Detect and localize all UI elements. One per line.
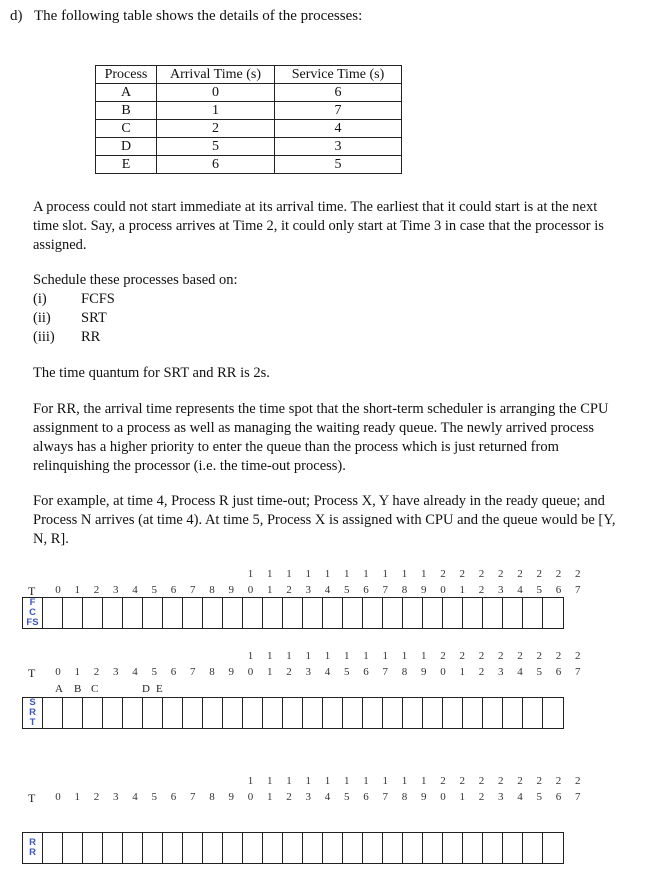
tick-ones: 3 [113,666,119,678]
tick-ones: 9 [421,791,427,803]
timeline-cell[interactable] [243,598,263,628]
tick-tens: 1 [382,568,388,580]
timeline-cell[interactable] [123,598,143,628]
tick-tens: 2 [440,775,446,787]
tick-ones: 2 [286,584,292,596]
timeline-cell[interactable] [163,698,183,728]
tick-tens: 1 [382,650,388,662]
tick-tens: 2 [575,568,581,580]
tick-ones: 9 [421,584,427,596]
tick-ones: 7 [382,666,388,678]
timeline-cell[interactable] [263,598,283,628]
timeline-cell[interactable] [103,698,123,728]
tick-ones: 0 [440,666,446,678]
tick-ones: 2 [93,666,100,678]
timeline-cell[interactable] [323,598,343,628]
tick-tens: 1 [267,650,273,662]
timeline-cell[interactable] [523,598,543,628]
tick-ones: 0 [247,666,254,678]
cell-service: 7 [275,102,402,120]
tick-tens: 1 [305,775,311,787]
timeline-cell[interactable] [463,698,483,728]
timeline-cell[interactable] [423,833,443,863]
tick-ones: 9 [421,666,427,678]
tick-ones: 2 [478,666,485,678]
tick-tens: 2 [498,650,504,662]
schedule-list [33,290,115,347]
tick-ones: 8 [209,791,215,803]
timeline-cell[interactable] [443,598,463,628]
tick-ones: 3 [498,791,504,803]
tick-ones: 4 [517,584,523,596]
tick-ones: 4 [517,666,523,678]
tick-ones: 0 [440,584,446,596]
tick-ones: 2 [286,791,292,803]
tick-ones: 3 [113,791,119,803]
tick-ones: 0 [247,791,254,803]
tick-ones: 5 [151,584,157,596]
tick-tens: 1 [344,568,350,580]
timeline-cell[interactable] [163,833,183,863]
tick-tens: 2 [459,568,465,580]
list-number: (i) [33,291,47,307]
timeline-cell[interactable] [123,698,143,728]
timeline-label: T [28,584,36,598]
timeline-cell[interactable] [263,833,283,863]
tick-tens: 1 [305,650,311,662]
table-row [96,84,402,102]
timeline-cell[interactable] [323,833,343,863]
tick-ones: 4 [132,584,138,596]
timeline-cell[interactable] [203,598,223,628]
timeline-cell[interactable] [283,833,303,863]
srt-timeline [28,650,581,682]
timeline-cell[interactable] [143,598,163,628]
timeline-cell[interactable] [463,833,483,863]
timeline-cell[interactable] [103,833,123,863]
tick-tens: 1 [267,775,273,787]
list-number: (iii) [33,329,55,345]
tick-ones: 7 [575,791,581,803]
list-label: SRT [81,310,107,326]
tick-tens: 1 [401,568,408,580]
timeline-cell[interactable] [463,598,483,628]
tick-ones: 6 [363,791,369,803]
timeline-cell[interactable] [283,598,303,628]
timeline-cell[interactable] [343,833,363,863]
tick-tens: 2 [440,650,446,662]
schedule-heading: Schedule these processes based on: [33,272,238,288]
tick-tens: 2 [575,650,581,662]
list-item [33,309,115,328]
tick-tens: 2 [536,775,542,787]
cell-arrival: 5 [157,138,275,156]
fcfs-timeline [28,568,581,600]
tick-ones: 5 [536,791,542,803]
tick-ones: 8 [209,584,215,596]
tick-ones: 6 [363,666,369,678]
tick-tens: 1 [324,650,331,662]
question-number: d) [10,8,23,24]
tick-tens: 1 [363,775,369,787]
question-text: The following table shows the details of the processes: [34,8,363,24]
srt-annotation-d: D [142,683,150,695]
timeline-cell[interactable] [363,833,383,863]
tick-ones: 6 [555,584,562,596]
tick-ones: 6 [555,791,562,803]
timeline-cell[interactable] [163,598,183,628]
tick-ones: 8 [401,791,408,803]
timeline-cell[interactable] [523,833,543,863]
timeline-cell[interactable] [63,833,83,863]
timeline-cell[interactable] [43,598,63,628]
timeline-cell[interactable] [343,698,363,728]
timeline-cell[interactable] [283,698,303,728]
cell-arrival: 1 [157,102,275,120]
tick-tens: 2 [478,568,485,580]
tick-ones: 0 [247,584,254,596]
tick-ones: 7 [575,584,581,596]
timeline-cell[interactable] [143,833,163,863]
tick-tens: 2 [498,775,504,787]
timeline-cell[interactable] [483,833,503,863]
timeline-cell[interactable] [423,698,443,728]
tick-ones: 4 [324,584,331,596]
rr-grid-label: R R [23,833,43,863]
timeline-cell[interactable] [223,698,243,728]
tick-ones: 5 [344,791,350,803]
timeline-cell[interactable] [543,598,563,628]
timeline-cell[interactable] [363,598,383,628]
tick-tens: 1 [247,775,254,787]
tick-ones: 7 [382,791,388,803]
tick-ones: 3 [305,584,311,596]
process-table [95,65,402,174]
list-number: (ii) [33,310,51,326]
timeline-cell[interactable] [83,598,103,628]
timeline-cell[interactable] [443,698,463,728]
timeline-cell[interactable] [503,698,523,728]
timeline-cell[interactable] [243,698,263,728]
tick-tens: 2 [555,650,562,662]
timeline-cell[interactable] [303,598,323,628]
timeline-cell[interactable] [83,698,103,728]
tick-ones: 6 [363,584,369,596]
timeline-cell[interactable] [323,698,343,728]
timeline-cell[interactable] [103,598,123,628]
srt-annotation-c: C [91,683,99,695]
tick-ones: 0 [440,791,446,803]
example-paragraph: For example, at time 4, Process R just time-out; Process X, Y have already in the ready queue; and Process N arrives (at time 4). At time 5, Process X is assigned with CPU and the queue would be [Y, N, R]. [33,493,616,547]
timeline-cell[interactable] [543,698,563,728]
timeline-cell[interactable] [523,698,543,728]
tick-tens: 2 [459,775,465,787]
list-label: FCFS [81,291,115,307]
tick-tens: 2 [536,650,542,662]
tick-tens: 2 [536,568,542,580]
timeline-cell[interactable] [63,698,83,728]
timeline-cell[interactable] [383,698,403,728]
timeline-cell[interactable] [363,698,383,728]
tick-ones: 6 [170,584,177,596]
quantum-text: The time quantum for SRT and RR is 2s. [33,365,270,381]
tick-tens: 2 [555,568,562,580]
cell-process: A [96,84,157,102]
tick-ones: 7 [575,666,581,678]
tick-tens: 1 [286,775,292,787]
tick-ones: 0 [55,666,61,678]
tick-ones: 4 [324,791,331,803]
tick-ones: 6 [555,666,562,678]
tick-tens: 1 [382,775,388,787]
timeline-cell[interactable] [223,833,243,863]
tick-ones: 8 [401,584,408,596]
timeline-cell[interactable] [223,598,243,628]
tick-ones: 7 [190,666,196,678]
cell-service: 5 [275,156,402,174]
timeline-cell[interactable] [503,833,523,863]
tick-tens: 1 [247,650,254,662]
table-row [96,102,402,120]
cell-arrival: 2 [157,120,275,138]
timeline-cell[interactable] [443,833,463,863]
tick-tens: 2 [498,568,504,580]
tick-ones: 6 [170,791,177,803]
timeline-label: T [28,666,36,680]
cell-arrival: 6 [157,156,275,174]
tick-ones: 8 [401,666,408,678]
tick-tens: 2 [517,650,523,662]
table-row [96,138,402,156]
timeline-cell[interactable] [543,833,563,863]
tick-ones: 1 [74,584,80,596]
tick-ones: 0 [55,791,61,803]
tick-ones: 1 [74,791,80,803]
srt-annotation-a: A [55,683,63,695]
fcfs-grid-label: F C FS [23,598,43,628]
question-heading [10,8,362,25]
timeline-cell[interactable] [203,833,223,863]
tick-ones: 1 [74,666,80,678]
cell-process: D [96,138,157,156]
cell-service: 6 [275,84,402,102]
tick-ones: 9 [228,584,234,596]
tick-tens: 2 [478,650,485,662]
header-service-time: Service Time (s) [275,66,402,84]
tick-ones: 4 [132,666,138,678]
tick-tens: 2 [459,650,465,662]
srt-annotation-e: E [156,683,163,695]
tick-ones: 7 [190,584,196,596]
tick-tens: 1 [421,568,427,580]
timeline-cell[interactable] [183,598,203,628]
tick-ones: 1 [267,584,273,596]
tick-ones: 8 [209,666,215,678]
tick-ones: 1 [459,584,465,596]
timeline-label: T [28,791,36,805]
tick-ones: 1 [459,666,465,678]
tick-tens: 1 [421,775,427,787]
tick-ones: 4 [324,666,331,678]
tick-tens: 1 [324,775,331,787]
tick-ones: 1 [267,666,273,678]
tick-tens: 1 [363,650,369,662]
cell-process: E [96,156,157,174]
tick-ones: 4 [517,791,523,803]
tick-ones: 5 [151,666,157,678]
list-label: RR [81,329,101,345]
tick-ones: 2 [93,584,100,596]
tick-tens: 1 [286,568,292,580]
header-arrival-time: Arrival Time (s) [157,66,275,84]
tick-ones: 2 [478,791,485,803]
cell-arrival: 0 [157,84,275,102]
timeline-cell[interactable] [43,698,63,728]
tick-ones: 7 [382,584,388,596]
tick-ones: 2 [286,666,292,678]
tick-tens: 2 [575,775,581,787]
timeline-cell[interactable] [383,833,403,863]
timeline-cell[interactable] [343,598,363,628]
timeline-cell[interactable] [83,833,103,863]
timeline-cell[interactable] [183,698,203,728]
timeline-cell[interactable] [43,833,63,863]
tick-ones: 5 [151,791,157,803]
tick-tens: 1 [401,650,408,662]
timeline-cell[interactable] [403,698,423,728]
fcfs-grid [22,597,564,629]
tick-tens: 1 [421,650,427,662]
timeline-cell[interactable] [243,833,263,863]
tick-tens: 2 [555,775,562,787]
tick-tens: 2 [517,775,523,787]
srt-grid [22,697,564,729]
timeline-cell[interactable] [143,698,163,728]
srt-annotation-b: B [74,683,82,695]
tick-tens: 1 [401,775,408,787]
timeline-cell[interactable] [483,598,503,628]
timeline-cell[interactable] [203,698,223,728]
timeline-cell[interactable] [123,833,143,863]
cell-process: B [96,102,157,120]
tick-ones: 5 [536,666,542,678]
tick-ones: 3 [305,791,311,803]
tick-ones: 1 [267,791,273,803]
tick-ones: 5 [344,584,350,596]
tick-tens: 2 [478,775,485,787]
table-row [96,120,402,138]
list-item [33,290,115,309]
tick-tens: 2 [517,568,523,580]
tick-tens: 1 [247,568,254,580]
timeline-cell[interactable] [263,698,283,728]
rr-grid [22,832,564,864]
srt-grid-label: S R T [23,698,43,728]
intro-paragraph: A process could not start immediate at its arrival time. The earliest that it could start is at the next time slot. Say, a process arrives at Time 2, it could only start at Time 3 in case that the processor is assigned. [33,199,604,253]
rr-timeline [28,775,581,807]
table-row [96,156,402,174]
tick-ones: 6 [170,666,177,678]
tick-tens: 1 [363,568,369,580]
tick-ones: 7 [190,791,196,803]
list-item [33,328,115,347]
table-header-row [96,66,402,84]
timeline-cell[interactable] [403,598,423,628]
timeline-cell[interactable] [403,833,423,863]
timeline-cell[interactable] [383,598,403,628]
tick-ones: 2 [93,791,100,803]
timeline-cell[interactable] [63,598,83,628]
tick-ones: 9 [228,666,234,678]
timeline-cell[interactable] [183,833,203,863]
tick-ones: 0 [55,584,61,596]
timeline-cell[interactable] [423,598,443,628]
cell-service: 4 [275,120,402,138]
header-process: Process [96,66,157,84]
tick-tens: 1 [324,568,331,580]
tick-tens: 1 [267,568,273,580]
tick-ones: 9 [228,791,234,803]
tick-ones: 3 [498,666,504,678]
timeline-cell[interactable] [483,698,503,728]
tick-tens: 1 [305,568,311,580]
tick-ones: 4 [132,791,138,803]
tick-ones: 5 [536,584,542,596]
tick-tens: 2 [440,568,446,580]
tick-ones: 5 [344,666,350,678]
tick-tens: 1 [344,650,350,662]
tick-ones: 3 [498,584,504,596]
timeline-cell[interactable] [503,598,523,628]
tick-ones: 1 [459,791,465,803]
tick-ones: 3 [305,666,311,678]
timeline-cell[interactable] [303,833,323,863]
tick-ones: 2 [478,584,485,596]
timeline-cell[interactable] [303,698,323,728]
tick-ones: 3 [113,584,119,596]
tick-tens: 1 [344,775,350,787]
cell-process: C [96,120,157,138]
rr-rule-paragraph: For RR, the arrival time represents the time spot that the short-term scheduler is arranging the CPU assignment to a process as well as managing the waiting ready queue. The newly arrived process always has a higher priority to enter the queue than the process which is just returned from relinquishing the processor (i.e. the time-out process). [33,401,609,474]
cell-service: 3 [275,138,402,156]
tick-tens: 1 [286,650,292,662]
